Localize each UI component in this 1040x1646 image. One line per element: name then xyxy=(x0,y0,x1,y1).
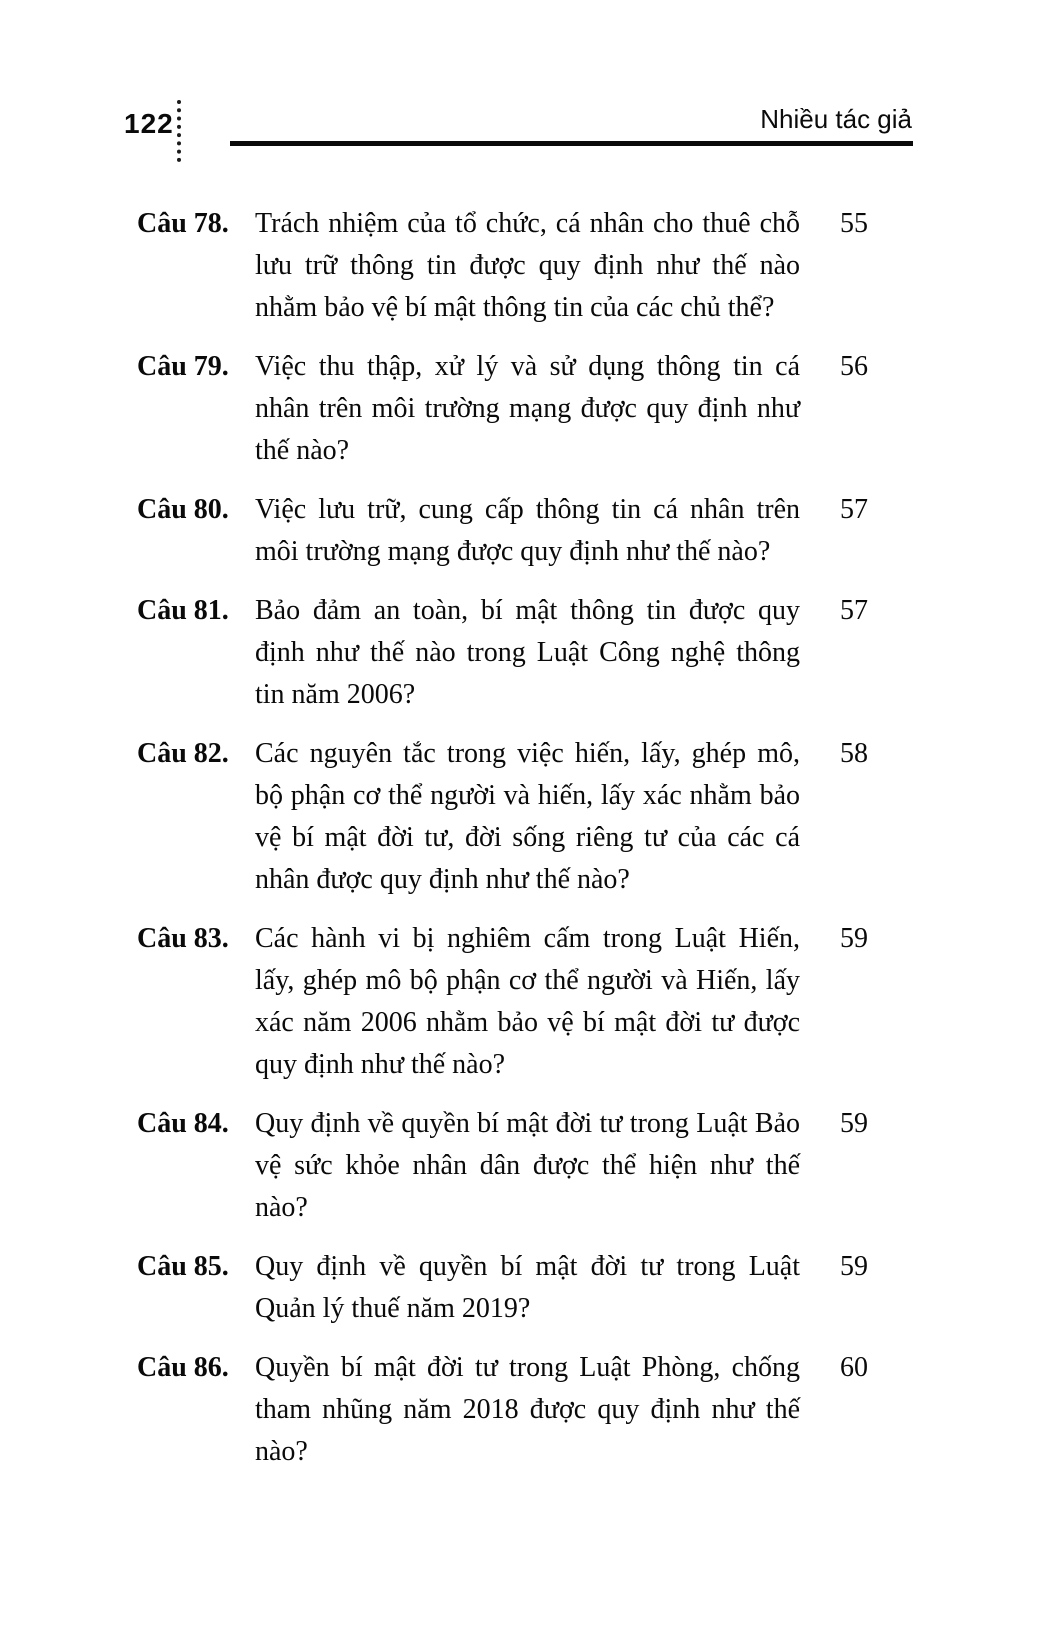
page-reference: 55 xyxy=(840,208,868,239)
page-reference: 59 xyxy=(840,1108,868,1139)
decorative-chain-divider xyxy=(177,100,181,162)
question-label: Câu 84. xyxy=(137,1108,229,1139)
toc-entry xyxy=(137,1347,868,1473)
page-reference: 57 xyxy=(840,595,868,626)
question-label: Câu 79. xyxy=(137,351,229,382)
question-label: Câu 81. xyxy=(137,595,229,626)
toc-entry xyxy=(137,1103,868,1229)
question-text: Quyền bí mật đời tư trong Luật Phòng, chống tham nhũng năm 2018 được quy định như thế nào? xyxy=(255,1352,800,1467)
question-label: Câu 78. xyxy=(137,208,229,239)
toc-entry xyxy=(137,733,868,901)
question-label: Câu 85. xyxy=(137,1251,229,1282)
toc-list xyxy=(137,203,868,1490)
page-header xyxy=(0,0,1040,165)
toc-entry xyxy=(137,590,868,716)
toc-entry xyxy=(137,203,868,329)
question-label: Câu 80. xyxy=(137,494,229,525)
toc-entry xyxy=(137,346,868,472)
question-text: Các nguyên tắc trong việc hiến, lấy, ghép mô, bộ phận cơ thể người và hiến, lấy xác nhằm bảo vệ bí mật đời tư, đời sống riêng tư của các cá nhân được quy định như thế nào? xyxy=(255,738,800,895)
page-reference: 59 xyxy=(840,1251,868,1282)
question-label: Câu 83. xyxy=(137,923,229,954)
toc-entry xyxy=(137,1246,868,1330)
question-text: Các hành vi bị nghiêm cấm trong Luật Hiến, lấy, ghép mô bộ phận cơ thể người và Hiến, lấy xác năm 2006 nhằm bảo vệ bí mật đời tư được quy định như thế nào? xyxy=(255,923,800,1080)
question-text: Việc lưu trữ, cung cấp thông tin cá nhân trên môi trường mạng được quy định như thế nào? xyxy=(255,494,800,567)
question-text: Quy định về quyền bí mật đời tư trong Luật Bảo vệ sức khỏe nhân dân được thể hiện như thế nào? xyxy=(255,1108,800,1223)
page-reference: 56 xyxy=(840,351,868,382)
header-rule xyxy=(230,141,913,146)
question-text: Trách nhiệm của tổ chức, cá nhân cho thuê chỗ lưu trữ thông tin được quy định như thế nào nhằm bảo vệ bí mật thông tin của các chủ thể? xyxy=(255,208,800,323)
folio-page-number: 122 xyxy=(124,108,174,139)
toc-entry xyxy=(137,489,868,573)
question-text: Bảo đảm an toàn, bí mật thông tin được quy định như thế nào trong Luật Công nghệ thông tin năm 2006? xyxy=(255,595,800,710)
running-title: Nhiều tác giả xyxy=(760,104,912,134)
question-text: Việc thu thập, xử lý và sử dụng thông tin cá nhân trên môi trường mạng được quy định như thế nào? xyxy=(255,351,800,466)
toc-entry xyxy=(137,918,868,1086)
question-label: Câu 82. xyxy=(137,738,229,769)
page-reference: 58 xyxy=(840,738,868,769)
question-label: Câu 86. xyxy=(137,1352,229,1383)
question-text: Quy định về quyền bí mật đời tư trong Luật Quản lý thuế năm 2019? xyxy=(255,1251,800,1324)
page-reference: 59 xyxy=(840,923,868,954)
page-reference: 57 xyxy=(840,494,868,525)
page-reference: 60 xyxy=(840,1352,868,1383)
